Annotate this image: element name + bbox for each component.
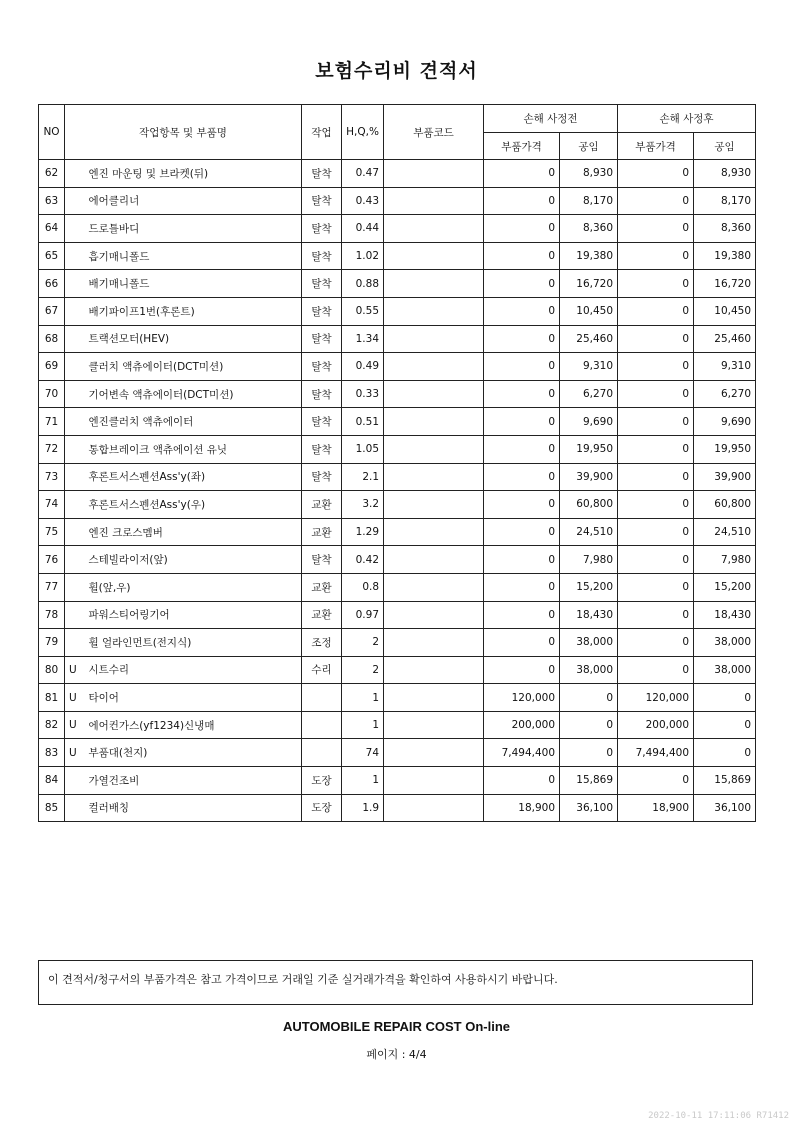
row-work-type: 탈착 [302,463,342,491]
row-item-name: 부품대(천지) [85,739,302,767]
row-hq: 2 [342,629,384,657]
row-before-part-price: 0 [484,491,560,519]
row-after-labor: 9,690 [694,408,756,436]
row-work-type: 탈착 [302,408,342,436]
row-hq: 1 [342,711,384,739]
row-flag [65,242,85,270]
row-before-labor: 0 [560,711,618,739]
row-before-part-price: 0 [484,573,560,601]
row-hq: 0.55 [342,297,384,325]
row-hq: 1 [342,684,384,712]
row-item-name: 후론트서스펜션Ass'y(좌) [85,463,302,491]
row-after-labor: 6,270 [694,380,756,408]
row-hq: 0.47 [342,160,384,188]
row-before-part-price: 200,000 [484,711,560,739]
row-part-code [384,573,484,601]
table-row [39,739,756,767]
row-work-type: 탈착 [302,353,342,381]
print-timestamp: 2022-10-11 17:11:06 R71412 [648,1111,789,1121]
row-flag [65,629,85,657]
row-after-part-price: 0 [618,187,694,215]
row-before-labor: 60,800 [560,491,618,519]
row-before-part-price: 0 [484,767,560,795]
table-row [39,684,756,712]
row-after-part-price: 0 [618,491,694,519]
row-hq: 0.51 [342,408,384,436]
row-no: 85 [39,794,65,822]
row-after-labor: 39,900 [694,463,756,491]
row-work-type: 탈착 [302,270,342,298]
table-row [39,408,756,436]
row-hq: 0.33 [342,380,384,408]
row-item-name: 배기파이프1번(후론트) [85,297,302,325]
row-after-part-price: 0 [618,463,694,491]
row-after-part-price: 0 [618,270,694,298]
table-row [39,380,756,408]
row-hq: 74 [342,739,384,767]
header-item: 작업항목 및 부품명 [65,105,302,160]
row-before-part-price: 120,000 [484,684,560,712]
row-after-part-price: 0 [618,656,694,684]
row-before-labor: 19,380 [560,242,618,270]
row-before-part-price: 0 [484,408,560,436]
header-after-adjustment: 손해 사정후 [618,105,756,133]
row-item-name: 엔진 크로스멤버 [85,518,302,546]
row-item-name: 엔진 마운팅 및 브라켓(뒤) [85,160,302,188]
row-before-part-price: 7,494,400 [484,739,560,767]
row-before-part-price: 0 [484,435,560,463]
row-no: 74 [39,491,65,519]
table-row [39,463,756,491]
row-before-labor: 38,000 [560,656,618,684]
footer-brand: AUTOMOBILE REPAIR COST On-line [282,1019,511,1034]
row-no: 83 [39,739,65,767]
row-no: 68 [39,325,65,353]
row-no: 75 [39,518,65,546]
table-row [39,546,756,574]
row-flag [65,160,85,188]
table-row [39,435,756,463]
row-hq: 1.05 [342,435,384,463]
row-hq: 1.29 [342,518,384,546]
row-hq: 2 [342,656,384,684]
row-flag [65,518,85,546]
row-before-labor: 8,930 [560,160,618,188]
row-part-code [384,215,484,243]
row-after-part-price: 0 [618,380,694,408]
row-after-labor: 10,450 [694,297,756,325]
row-part-code [384,380,484,408]
row-flag [65,794,85,822]
row-flag: U [65,656,85,684]
row-before-labor: 18,430 [560,601,618,629]
row-item-name: 휠(앞,우) [85,573,302,601]
row-no: 67 [39,297,65,325]
row-after-labor: 24,510 [694,518,756,546]
row-item-name: 스테빌라이저(앞) [85,546,302,574]
row-flag: U [65,739,85,767]
row-no: 84 [39,767,65,795]
table-row [39,353,756,381]
row-flag [65,380,85,408]
table-row [39,767,756,795]
header-before-part-price: 부품가격 [484,133,560,160]
row-work-type: 탈착 [302,215,342,243]
row-hq: 0.43 [342,187,384,215]
row-part-code [384,270,484,298]
row-flag [65,325,85,353]
table-row [39,656,756,684]
row-hq: 1.9 [342,794,384,822]
row-part-code [384,739,484,767]
row-after-part-price: 120,000 [618,684,694,712]
row-flag [65,408,85,436]
row-after-part-price: 0 [618,297,694,325]
table-row [39,518,756,546]
row-work-type: 탈착 [302,325,342,353]
row-item-name: 시트수리 [85,656,302,684]
row-part-code [384,160,484,188]
row-part-code [384,684,484,712]
row-after-part-price: 18,900 [618,794,694,822]
row-flag [65,297,85,325]
row-no: 66 [39,270,65,298]
row-after-part-price: 0 [618,160,694,188]
table-row [39,160,756,188]
row-work-type: 수리 [302,656,342,684]
row-after-part-price: 0 [618,629,694,657]
row-item-name: 파워스티어링기어 [85,601,302,629]
row-item-name: 후론트서스펜션Ass'y(우) [85,491,302,519]
row-work-type: 교환 [302,491,342,519]
row-item-name: 클러치 액츄에이터(DCT미션) [85,353,302,381]
row-no: 81 [39,684,65,712]
row-flag [65,767,85,795]
row-no: 72 [39,435,65,463]
row-after-labor: 60,800 [694,491,756,519]
row-after-labor: 0 [694,739,756,767]
table-row [39,242,756,270]
row-before-part-price: 0 [484,270,560,298]
row-after-labor: 18,430 [694,601,756,629]
row-work-type: 탈착 [302,380,342,408]
row-no: 69 [39,353,65,381]
row-no: 70 [39,380,65,408]
row-part-code [384,463,484,491]
row-work-type: 도장 [302,794,342,822]
row-before-labor: 9,310 [560,353,618,381]
header-no: NO [39,105,65,160]
header-after-labor: 공임 [694,133,756,160]
row-before-part-price: 0 [484,187,560,215]
row-before-part-price: 0 [484,601,560,629]
row-before-labor: 0 [560,739,618,767]
row-work-type: 교환 [302,518,342,546]
row-after-part-price: 0 [618,518,694,546]
row-before-part-price: 0 [484,297,560,325]
row-flag [65,353,85,381]
row-before-part-price: 18,900 [484,794,560,822]
row-before-labor: 15,200 [560,573,618,601]
row-item-name: 휠 얼라인먼트(전지식) [85,629,302,657]
estimate-table [38,104,756,822]
header-after-part-price: 부품가격 [618,133,694,160]
row-hq: 2.1 [342,463,384,491]
table-row [39,325,756,353]
row-after-labor: 38,000 [694,656,756,684]
table-row [39,794,756,822]
row-part-code [384,353,484,381]
price-notice: 이 견적서/청구서의 부품가격은 참고 가격이므로 거래일 기준 실거래가격을 확인하여 사용하시기 바랍니다. [38,960,753,1005]
row-item-name: 타이어 [85,684,302,712]
row-work-type: 탈착 [302,546,342,574]
row-work-type: 교환 [302,573,342,601]
row-before-labor: 10,450 [560,297,618,325]
row-after-part-price: 0 [618,546,694,574]
row-before-labor: 24,510 [560,518,618,546]
row-part-code [384,546,484,574]
row-flag [65,601,85,629]
row-flag [65,215,85,243]
row-work-type: 탈착 [302,242,342,270]
row-item-name: 기어변속 액츄에이터(DCT미션) [85,380,302,408]
row-part-code [384,629,484,657]
row-item-name: 에어클리너 [85,187,302,215]
row-before-part-price: 0 [484,518,560,546]
row-hq: 3.2 [342,491,384,519]
row-part-code [384,767,484,795]
header-work: 작업 [302,105,342,160]
row-flag [65,491,85,519]
row-after-labor: 25,460 [694,325,756,353]
row-after-labor: 15,869 [694,767,756,795]
row-no: 64 [39,215,65,243]
row-before-labor: 38,000 [560,629,618,657]
header-before-labor: 공임 [560,133,618,160]
row-hq: 1.02 [342,242,384,270]
row-after-part-price: 0 [618,353,694,381]
table-row [39,187,756,215]
row-work-type: 교환 [302,601,342,629]
row-part-code [384,187,484,215]
row-work-type: 탈착 [302,160,342,188]
row-before-part-price: 0 [484,325,560,353]
row-item-name: 배기매니폴드 [85,270,302,298]
table-row [39,573,756,601]
row-part-code [384,408,484,436]
row-after-labor: 0 [694,711,756,739]
row-after-part-price: 0 [618,325,694,353]
header-hq: H,Q,% [342,105,384,160]
row-work-type: 탈착 [302,187,342,215]
row-item-name: 컬러배칭 [85,794,302,822]
row-after-labor: 19,380 [694,242,756,270]
row-no: 65 [39,242,65,270]
row-before-labor: 8,170 [560,187,618,215]
row-flag [65,270,85,298]
row-before-part-price: 0 [484,215,560,243]
row-item-name: 에어컨가스(yf1234)신냉매 [85,711,302,739]
row-before-labor: 36,100 [560,794,618,822]
row-before-part-price: 0 [484,656,560,684]
row-item-name: 흡기매니폴드 [85,242,302,270]
row-after-part-price: 200,000 [618,711,694,739]
row-no: 76 [39,546,65,574]
row-before-labor: 25,460 [560,325,618,353]
header-before-adjustment: 손해 사정전 [484,105,618,133]
page-title: 보험수리비 견적서 [315,60,478,82]
row-hq: 0.44 [342,215,384,243]
row-after-part-price: 0 [618,573,694,601]
row-after-labor: 36,100 [694,794,756,822]
estimate-rows [39,160,756,822]
row-no: 62 [39,160,65,188]
row-part-code [384,297,484,325]
row-flag [65,435,85,463]
row-before-part-price: 0 [484,242,560,270]
row-before-part-price: 0 [484,546,560,574]
table-row [39,629,756,657]
row-part-code [384,325,484,353]
row-work-type [302,739,342,767]
row-part-code [384,711,484,739]
row-part-code [384,518,484,546]
row-flag: U [65,711,85,739]
row-after-part-price: 0 [618,435,694,463]
row-no: 73 [39,463,65,491]
row-before-labor: 8,360 [560,215,618,243]
row-hq: 0.88 [342,270,384,298]
row-flag: U [65,684,85,712]
row-after-labor: 0 [694,684,756,712]
row-before-part-price: 0 [484,353,560,381]
page-number: 페이지 : 4/4 [366,1048,427,1061]
row-after-labor: 9,310 [694,353,756,381]
row-before-labor: 9,690 [560,408,618,436]
row-part-code [384,601,484,629]
row-after-part-price: 0 [618,242,694,270]
row-no: 82 [39,711,65,739]
row-before-part-price: 0 [484,380,560,408]
row-no: 79 [39,629,65,657]
row-item-name: 엔진클러치 액츄에이터 [85,408,302,436]
table-row [39,215,756,243]
row-after-part-price: 0 [618,767,694,795]
row-work-type [302,684,342,712]
row-before-labor: 39,900 [560,463,618,491]
row-after-labor: 8,360 [694,215,756,243]
row-no: 71 [39,408,65,436]
row-no: 80 [39,656,65,684]
row-before-part-price: 0 [484,629,560,657]
row-work-type: 탈착 [302,297,342,325]
row-hq: 1 [342,767,384,795]
row-before-part-price: 0 [484,463,560,491]
row-after-labor: 16,720 [694,270,756,298]
row-part-code [384,491,484,519]
row-after-part-price: 0 [618,408,694,436]
row-after-labor: 8,170 [694,187,756,215]
row-work-type: 도장 [302,767,342,795]
row-before-labor: 16,720 [560,270,618,298]
row-work-type: 탈착 [302,435,342,463]
row-after-labor: 8,930 [694,160,756,188]
table-row [39,711,756,739]
row-hq: 0.97 [342,601,384,629]
row-after-part-price: 0 [618,601,694,629]
table-row [39,297,756,325]
table-row [39,601,756,629]
row-no: 77 [39,573,65,601]
row-flag [65,463,85,491]
row-after-labor: 7,980 [694,546,756,574]
row-after-labor: 19,950 [694,435,756,463]
row-after-part-price: 7,494,400 [618,739,694,767]
row-before-part-price: 0 [484,160,560,188]
row-before-labor: 0 [560,684,618,712]
table-row [39,270,756,298]
table-row [39,491,756,519]
row-work-type [302,711,342,739]
row-item-name: 통합브레이크 액츄에이션 유닛 [85,435,302,463]
row-no: 78 [39,601,65,629]
row-after-labor: 15,200 [694,573,756,601]
row-item-name: 가열건조비 [85,767,302,795]
row-hq: 0.42 [342,546,384,574]
row-part-code [384,794,484,822]
row-hq: 0.8 [342,573,384,601]
row-before-labor: 6,270 [560,380,618,408]
row-before-labor: 19,950 [560,435,618,463]
row-work-type: 조정 [302,629,342,657]
row-hq: 0.49 [342,353,384,381]
row-after-part-price: 0 [618,215,694,243]
row-part-code [384,435,484,463]
row-item-name: 트랙션모터(HEV) [85,325,302,353]
row-before-labor: 15,869 [560,767,618,795]
row-no: 63 [39,187,65,215]
row-flag [65,573,85,601]
row-item-name: 드로틀바디 [85,215,302,243]
row-hq: 1.34 [342,325,384,353]
row-part-code [384,242,484,270]
row-before-labor: 7,980 [560,546,618,574]
header-part-code: 부품코드 [384,105,484,160]
row-part-code [384,656,484,684]
row-flag [65,187,85,215]
row-after-labor: 38,000 [694,629,756,657]
row-flag [65,546,85,574]
